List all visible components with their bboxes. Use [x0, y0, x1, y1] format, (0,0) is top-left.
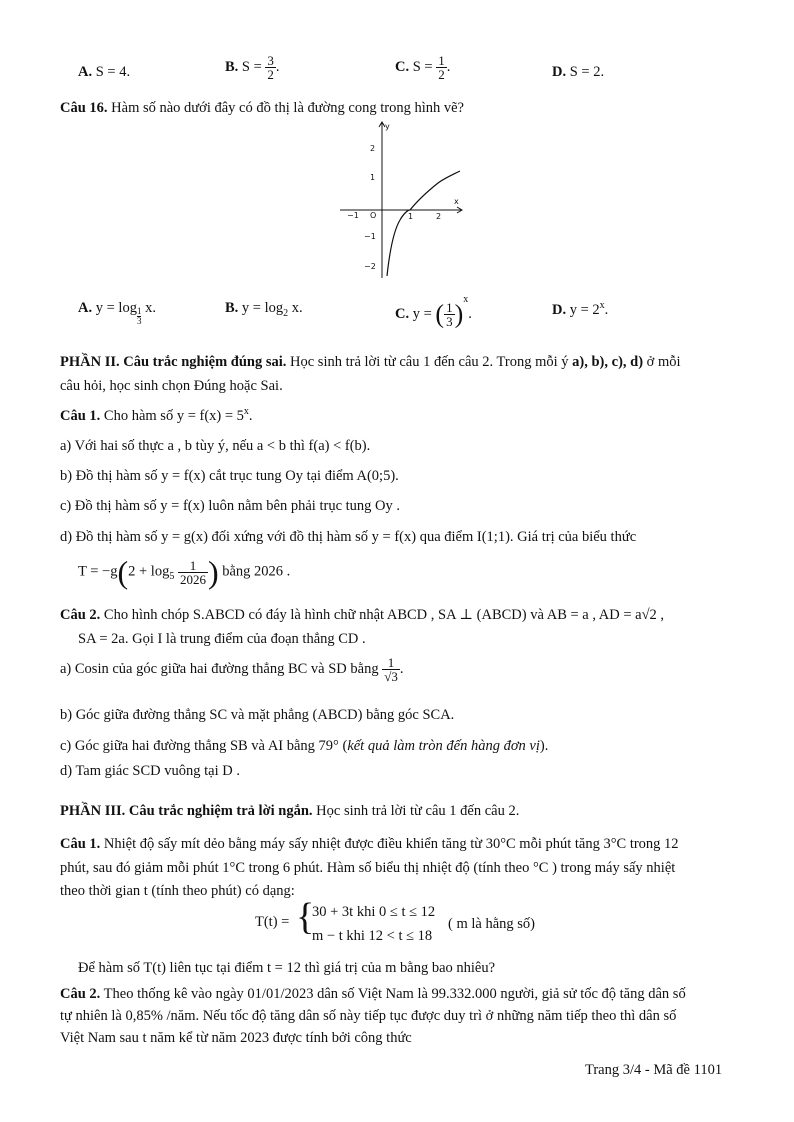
- part3-q1-case1: 30 + 3t khi 0 ≤ t ≤ 12: [312, 904, 436, 920]
- part2-q1-b: b) Đồ thị hàm số y = f(x) cắt trục tung Oy tại điểm A(0;5).: [60, 468, 399, 484]
- part3-q1-lhs: T(t) =: [255, 914, 290, 930]
- part2-q1-a: a) Với hai số thực a , b tùy ý, nếu a < b thì f(a) < f(b).: [60, 438, 371, 454]
- part2-q2-d: d) Tam giác SCD vuông tại D .: [60, 763, 240, 779]
- q15-option-a: A. S = 4.: [78, 64, 131, 80]
- part2-q1: Câu 1. Cho hàm số $y = f(x) = 5^x$.: [60, 406, 253, 424]
- log-curve: [387, 171, 460, 276]
- tick-y-2: 2: [370, 144, 376, 153]
- q16-option-a: A. y = log $\frac{1}{3}$ x.: [78, 300, 156, 326]
- part3-q1-line1: Câu 1. Nhiệt độ sấy mít dẻo bằng máy sấy nhiệt được điều khiển tăng từ 30°C mỗi phút tăng 3°C trong 12: [60, 836, 679, 852]
- tick-x-neg1: −1: [347, 211, 359, 220]
- tick-y-1: 1: [370, 173, 376, 182]
- piecewise-brace: {: [296, 896, 315, 938]
- part3-q2-line1: Câu 2. Theo thống kê vào ngày 01/01/2023 dân số Việt Nam là 99.332.000 người, giả sử tốc độ tăng dân số: [60, 986, 686, 1002]
- part2-title-line2: câu hỏi, học sinh chọn Đúng hoặc Sai.: [60, 378, 283, 394]
- part2-q2-b: b) Góc giữa đường thẳng SC và mặt phẳng (ABCD) bằng góc SCA.: [60, 707, 455, 723]
- tick-x-1: 1: [408, 212, 414, 221]
- tick-x-2: 2: [436, 212, 442, 221]
- part3-title: PHẦN III. Câu trắc nghiệm trả lời ngắn. Học sinh trả lời từ câu 1 đến câu 2.: [60, 803, 520, 819]
- tick-y-neg1: −1: [364, 232, 376, 241]
- part3-q1-case2: m − t khi 12 < t ≤ 18: [312, 928, 433, 944]
- part3-q1-note: ( m là hằng số): [448, 916, 535, 932]
- tick-y-neg2: −2: [364, 262, 376, 271]
- y-axis-label: y: [385, 122, 390, 131]
- part2-q1-c: c) Đồ thị hàm số y = f(x) luôn nằm bên phải trục tung Oy .: [60, 498, 400, 514]
- q16-question: Câu 16. Hàm số nào dưới đây có đồ thị là đường cong trong hình vẽ?: [60, 100, 464, 116]
- part2-q1-d-expr: $T = -g(2 + \log_5$ $\frac{1}{2026}$ ) bằng 2026 .: [78, 554, 291, 590]
- q16-option-b: B. $y = \log_2 x$.: [225, 300, 303, 319]
- part2-q1-d: d) Đồ thị hàm số y = g(x) đối xứng với đồ thị hàm số y = f(x) qua điểm I(1;1). Giá trị của biểu thức: [60, 529, 637, 545]
- q16-option-c: C. y = ( $\frac{1}{3}$ )$^x$.: [395, 294, 472, 330]
- q15-option-d: D. S = 2.: [552, 64, 605, 80]
- part3-q1-question: Để hàm số T(t) liên tục tại điểm t = 12 thì giá trị của m bằng bao nhiêu?: [78, 960, 496, 976]
- part3-q2-line2: tự nhiên là 0,85% /năm. Nếu tốc độ tăng dân số này tiếp tục được duy trì ở những năm tiếp theo thì dân số: [60, 1008, 677, 1024]
- part2-title: PHẦN II. Câu trắc nghiệm đúng sai. Học sinh trả lời từ câu 1 đến câu 2. Trong mỗi ý a), b), c), d) ở mỗi: [60, 354, 681, 370]
- q15-option-b: B. S = $\frac{3}{2}$ .: [225, 53, 280, 82]
- part2-q2-a: a) Cosin của góc giữa hai đường thẳng BC và SD bằng $\frac{1}{√3}$ .: [60, 655, 404, 684]
- q16-option-d: D. $y = 2^x$.: [552, 300, 609, 318]
- origin-label: O: [370, 211, 377, 220]
- part2-q2: Câu 2. Cho hình chóp S.ABCD có đáy là hình chữ nhật ABCD , SA ⊥ (ABCD) và AB = a , AD = a√2 ,: [60, 607, 665, 623]
- part3-q1-line3: theo thời gian t (tính theo phút) có dạng:: [60, 883, 295, 899]
- q16-graph: [330, 118, 470, 283]
- part3-q1-line2: phút, sau đó giảm mỗi phút 1°C trong 6 phút. Hàm số biểu thị nhiệt độ (tính theo °C ) trong máy sấy nhiệt: [60, 860, 676, 876]
- part2-q2-line2: SA = 2a. Gọi I là trung điểm của đoạn thẳng CD .: [78, 631, 366, 647]
- part3-q2-line3: Việt Nam sau t năm kể từ năm 2023 được tính bởi công thức: [60, 1030, 412, 1046]
- page-footer: Trang 3/4 - Mã đề 1101: [585, 1062, 723, 1078]
- x-axis-label: x: [454, 197, 459, 206]
- q15-option-c: C. S = $\frac{1}{2}$ .: [395, 53, 451, 82]
- part2-q2-c: c) Góc giữa hai đường thẳng SB và AI bằng 79° (kết quả làm tròn đến hàng đơn vị).: [60, 738, 549, 754]
